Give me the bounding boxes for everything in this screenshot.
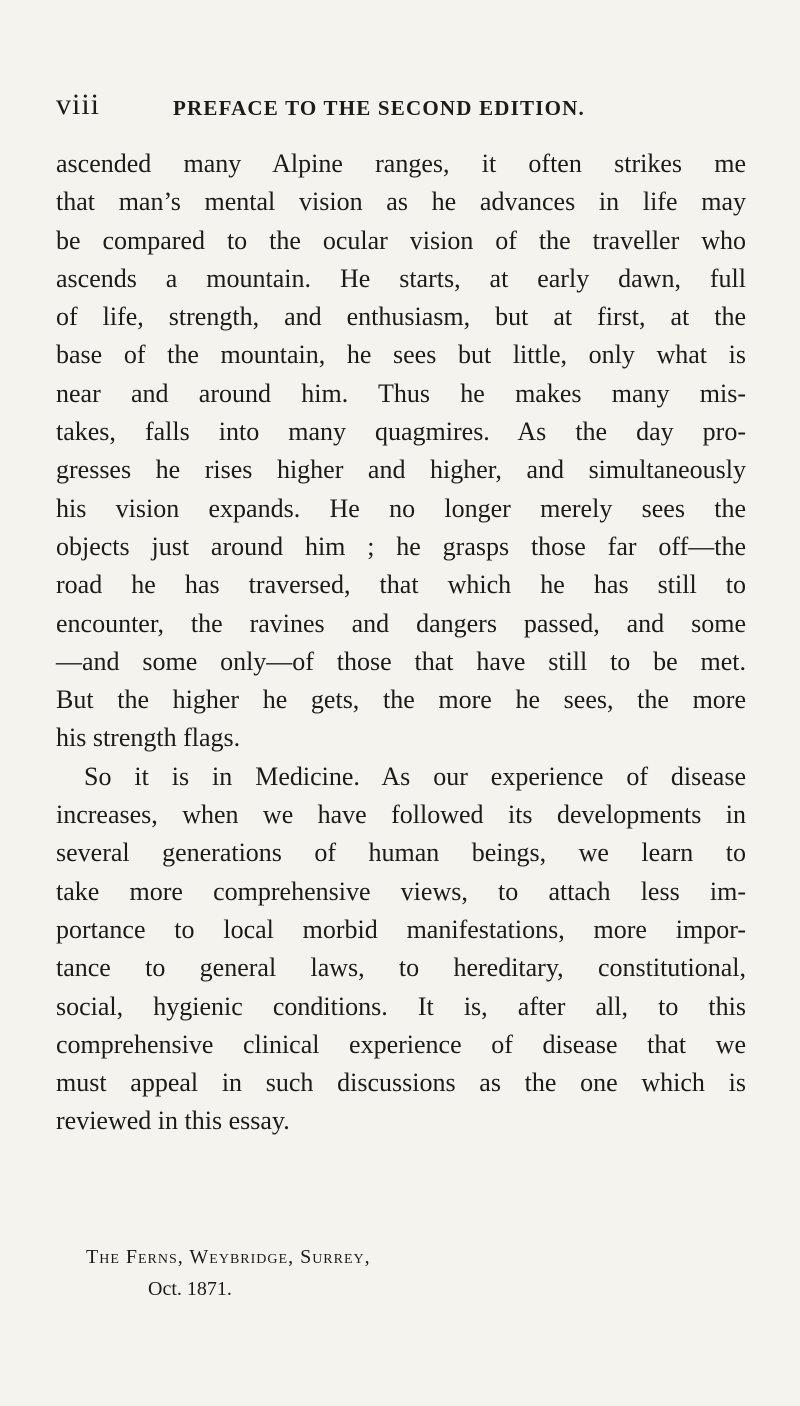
text-line: comprehensive clinical experience of disease that we (56, 1029, 746, 1059)
text-line: tance to general laws, to hereditary, constitutional, (56, 953, 746, 983)
text-line: reviewed in this essay. (56, 1106, 290, 1136)
running-title: PREFACE TO THE SECOND EDITION. (173, 96, 585, 120)
text-line: —and some only—of those that have still to be met. (56, 646, 746, 676)
text-line: his strength flags. (56, 723, 241, 753)
text-line: near and around him. Thus he makes many mis- (56, 378, 746, 408)
paragraph-1 (56, 145, 746, 758)
running-header (56, 88, 756, 128)
text-line: his vision expands. He no longer merely sees the (56, 493, 746, 523)
text-line: road he has traversed, that which he has still to (56, 570, 746, 600)
text-line: ascended many Alpine ranges, it often strikes me (56, 149, 746, 178)
text-line: increases, when we have followed its developments in (56, 800, 746, 830)
signature-date: Oct. 1871. (148, 1278, 232, 1300)
text-line: of life, strength, and enthusiasm, but at first, at the (56, 302, 746, 332)
text-line: must appeal in such discussions as the one which is (56, 1068, 746, 1098)
text-line: social, hygienic conditions. It is, after all, to this (56, 991, 746, 1021)
text-line: several generations of human beings, we learn to (56, 838, 746, 868)
text-line: So it is in Medicine. As our experience of disease (84, 761, 746, 791)
text-line: base of the mountain, he sees but little, only what is (56, 340, 746, 370)
text-line: that man’s mental vision as he advances in life may (56, 187, 746, 217)
page-number: viii (56, 88, 101, 121)
body-text (56, 145, 746, 1141)
text-line: take more comprehensive views, to attach less im- (56, 876, 746, 906)
text-line: encounter, the ravines and dangers passed, and some (56, 608, 746, 638)
paragraph-2 (56, 758, 746, 1141)
text-line: portance to local morbid manifestations, more impor- (56, 914, 746, 944)
signature-place: The Ferns, Weybridge, Surrey, (86, 1246, 371, 1268)
text-line: objects just around him ; he grasps those far off—the (56, 531, 746, 561)
text-line: But the higher he gets, the more he sees, the more (56, 685, 746, 715)
text-line: ascends a mountain. He starts, at early dawn, full (56, 263, 746, 293)
signature-block (86, 1240, 486, 1304)
text-line: gresses he rises higher and higher, and simultaneously (56, 455, 746, 485)
text-line: takes, falls into many quagmires. As the day pro- (56, 417, 746, 447)
text-line: be compared to the ocular vision of the traveller who (56, 225, 746, 255)
